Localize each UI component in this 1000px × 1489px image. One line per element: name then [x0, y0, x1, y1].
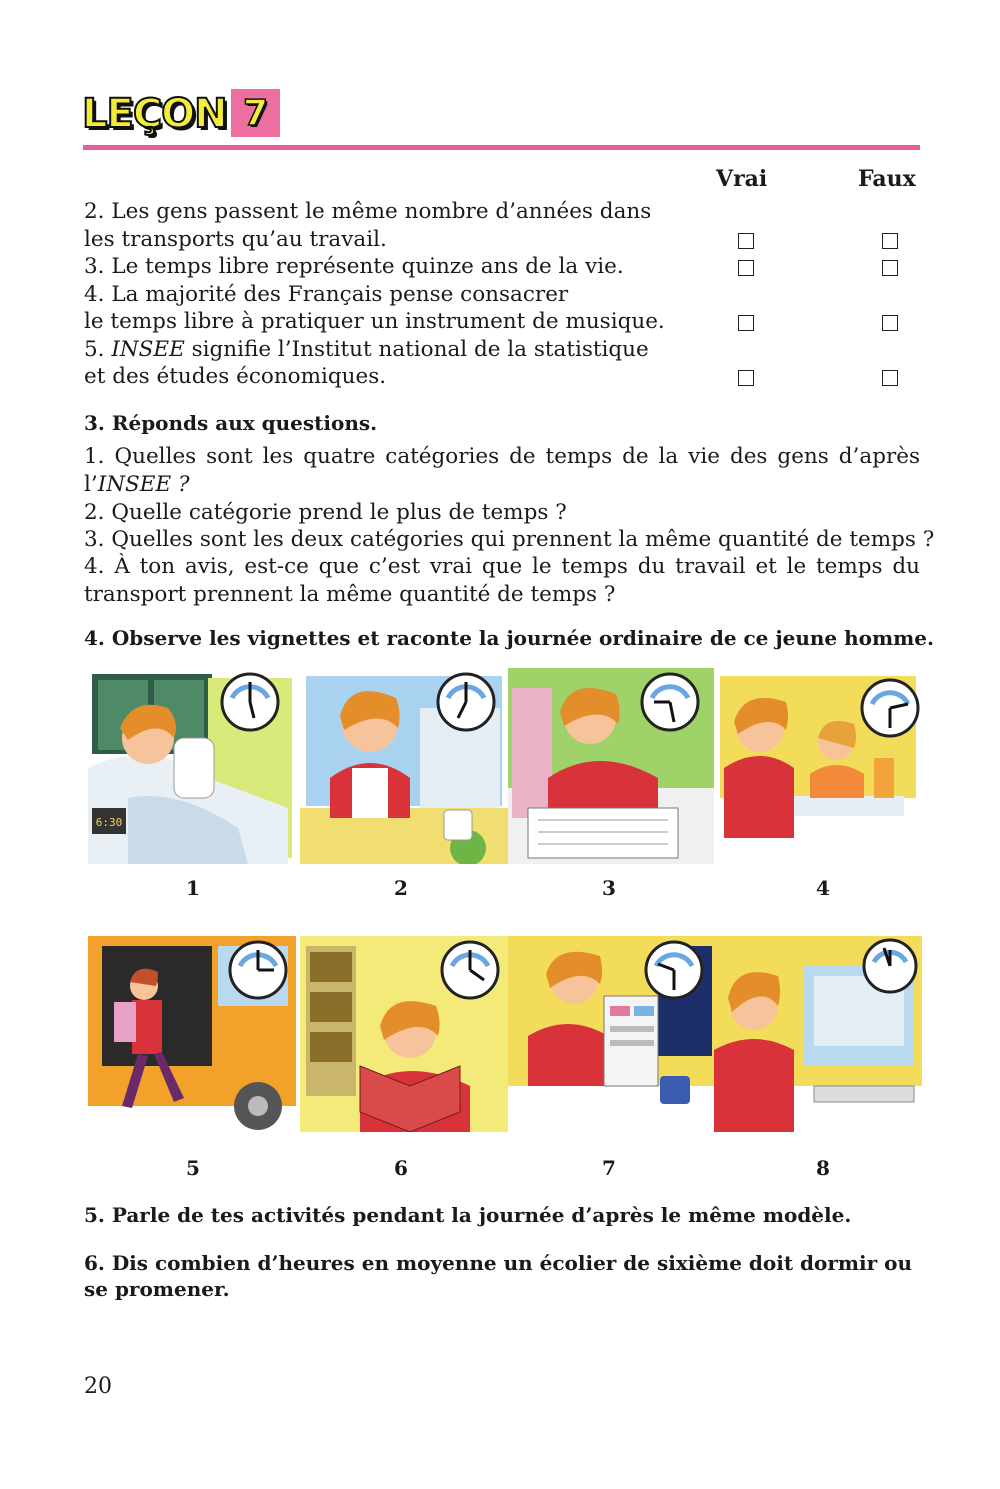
- column-header-true: Vrai: [716, 166, 768, 192]
- exercise-4-heading: 4. Observe les vignettes et raconte la journée ordinaire de ce jeune homme.: [84, 626, 934, 650]
- question-1-acronym: INSEE ?: [97, 472, 190, 497]
- question-3: 3. Quelles sont les deux catégories qui prennent la même quantité de temps ?: [84, 527, 935, 552]
- true-checkbox-2[interactable]: [738, 233, 754, 249]
- question-1: [84, 443, 920, 499]
- question-2: 2. Quelle catégorie prend le plus de temps ?: [84, 500, 567, 525]
- vignette-6: [300, 936, 508, 1132]
- lesson-number-badge: 7: [231, 89, 280, 137]
- exercise-5-heading: 5. Parle de tes activités pendant la journée d’après le même modèle.: [84, 1203, 852, 1227]
- vignette-label: 5: [186, 1156, 200, 1180]
- vignette-label: 3: [602, 876, 616, 900]
- vignette-label: 7: [602, 1156, 616, 1180]
- vignette-3: [508, 668, 716, 864]
- vignette-label: 2: [394, 876, 408, 900]
- vignette-4: [714, 668, 922, 864]
- exercise-6-heading: 6. Dis combien d’heures en moyenne un écolier de sixième doit dormir ou se promener.: [84, 1251, 913, 1301]
- exercise-3-heading: 3. Réponds aux questions.: [84, 411, 378, 435]
- page-number: 20: [84, 1374, 112, 1399]
- true-checkbox-4[interactable]: [738, 315, 754, 331]
- question-4: 4. À ton avis, est-ce que c’est vrai que le temps du travail et le temps du transport prennent la même quantité de temps ?: [84, 554, 920, 607]
- question-1-text: 1. Quelles sont les quatre catégories de temps de la vie des gens d’après l’: [84, 444, 920, 497]
- true-checkbox-3[interactable]: [738, 260, 754, 276]
- statement-number: 5.: [84, 337, 112, 362]
- statement-text: signifie l’Institut national de la statistique: [184, 337, 649, 362]
- vignette-label: 8: [816, 1156, 830, 1180]
- vignette-2: [300, 668, 508, 864]
- alarm-clock-display: 6:30: [95, 816, 123, 829]
- header-rule: [83, 145, 920, 150]
- false-checkbox-5[interactable]: [882, 370, 898, 386]
- vignette-7: [508, 936, 716, 1132]
- vignette-8: [714, 936, 922, 1132]
- lesson-title: LEÇON: [82, 91, 227, 137]
- vignette-5: [88, 936, 296, 1132]
- true-checkbox-5[interactable]: [738, 370, 754, 386]
- vignette-label: 4: [816, 876, 830, 900]
- statement-line: [84, 336, 649, 364]
- statement-line: les transports qu’au travail.: [84, 227, 387, 252]
- statement-line: 3. Le temps libre représente quinze ans de la vie.: [84, 254, 624, 279]
- acronym-insee: INSEE: [111, 337, 185, 362]
- false-checkbox-4[interactable]: [882, 315, 898, 331]
- statement-line: 4. La majorité des Français pense consacrer: [84, 282, 569, 307]
- statement-line: 2. Les gens passent le même nombre d’années dans: [84, 199, 652, 224]
- statement-line: le temps libre à pratiquer un instrument de musique.: [84, 309, 665, 334]
- vignette-1: [88, 668, 296, 864]
- column-header-false: Faux: [858, 166, 916, 192]
- false-checkbox-3[interactable]: [882, 260, 898, 276]
- vignette-label: 1: [186, 876, 200, 900]
- statement-line: et des études économiques.: [84, 364, 387, 389]
- false-checkbox-2[interactable]: [882, 233, 898, 249]
- vignette-label: 6: [394, 1156, 408, 1180]
